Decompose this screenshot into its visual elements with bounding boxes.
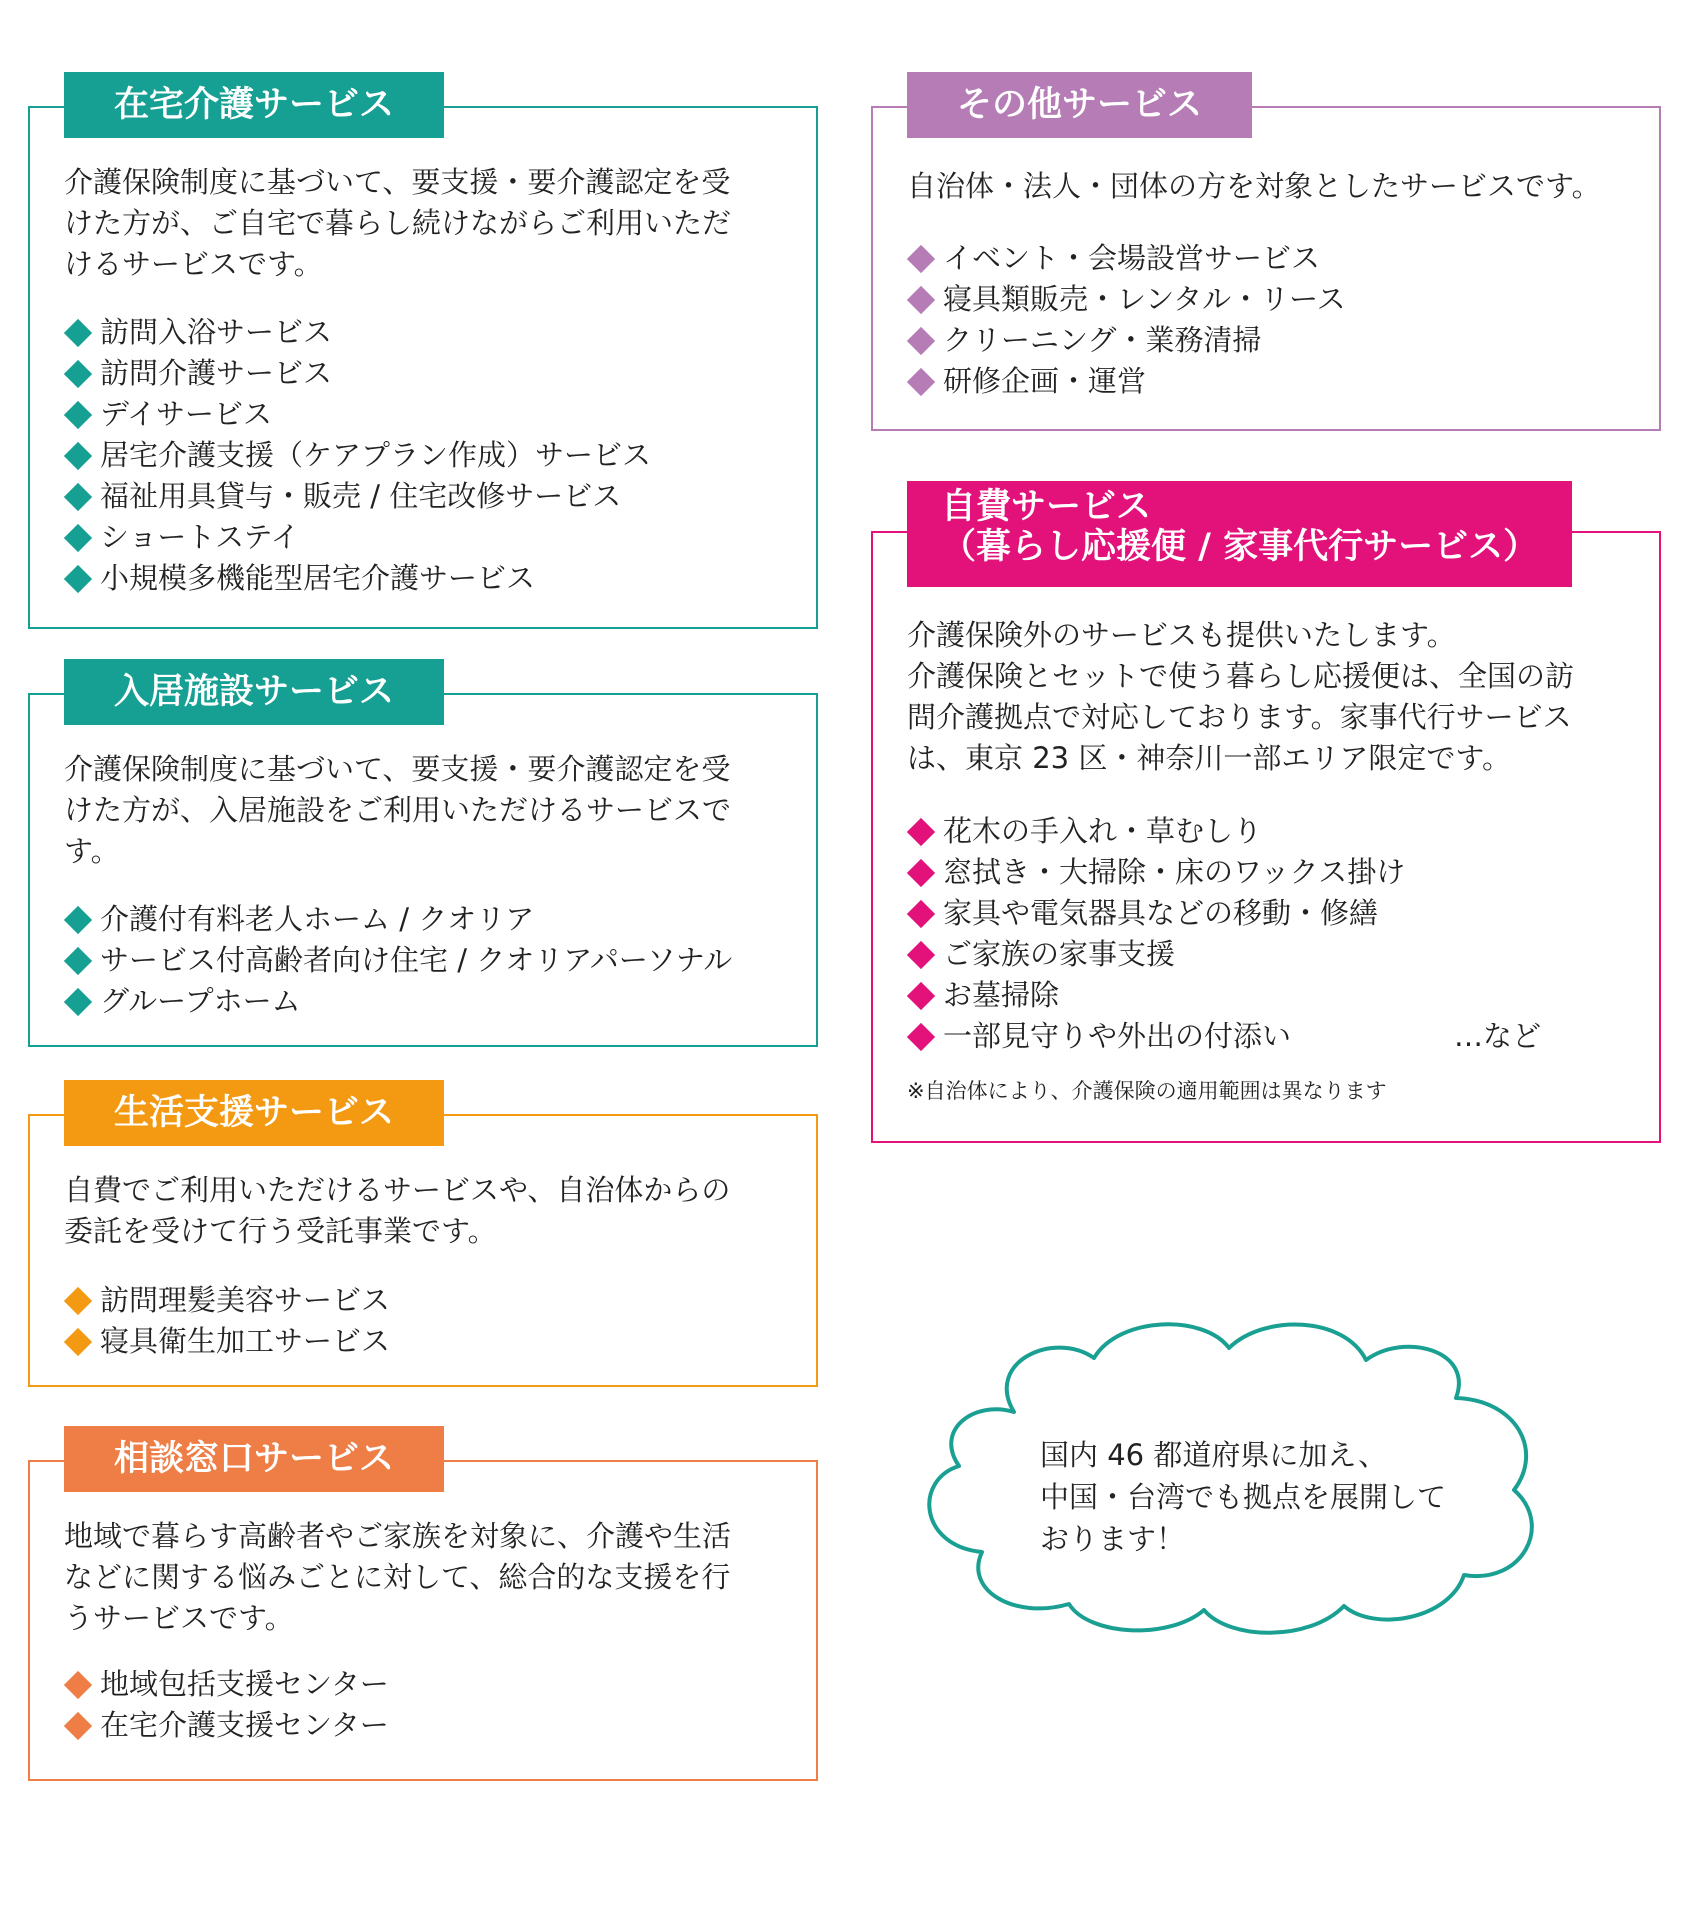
list-item: グループホーム <box>64 981 796 1022</box>
description-line: 問介護拠点で対応しております。家事代行サービス <box>907 700 1572 734</box>
description-line: 地域で暮らす高齢者やご家族を対象に、介護や生活 <box>64 1519 732 1553</box>
list-item: イベント・会場設営サービス <box>907 238 1639 279</box>
life-support-description <box>64 1170 788 1252</box>
list-item: 訪問理髪美容サービス <box>64 1280 796 1321</box>
description-line: 介護保険制度に基づいて、要支援・要介護認定を受 <box>64 752 731 786</box>
description-line: 介護保険とセットで使う暮らし応援便は、全国の訪 <box>907 659 1575 693</box>
cloud-text-line: 中国・台湾でも拠点を展開して <box>1040 1480 1447 1514</box>
diamond-bullet-icon <box>64 359 92 387</box>
description-line: 自治体・法人・団体の方を対象としたサービスです。 <box>907 169 1601 203</box>
list-item: 在宅介護支援センター <box>64 1705 796 1746</box>
diamond-bullet-icon <box>907 858 935 886</box>
diamond-bullet-icon <box>64 441 92 469</box>
diamond-bullet-icon <box>64 1327 92 1355</box>
self-pay-title <box>907 481 1572 587</box>
list-item: 介護付有料老人ホーム / クオリア <box>64 899 796 940</box>
cloud-text-line: おります！ <box>1040 1522 1186 1556</box>
diamond-bullet-icon <box>64 1286 92 1314</box>
diamond-bullet-icon <box>907 817 935 845</box>
list-item: サービス付高齢者向け住宅 / クオリアパーソナル <box>64 940 796 981</box>
diamond-bullet-icon <box>907 285 935 313</box>
cloud-text <box>1040 1434 1446 1560</box>
diamond-bullet-icon <box>907 367 935 395</box>
diamond-bullet-icon <box>907 326 935 354</box>
list-item: 居宅介護支援（ケアプラン作成）サービス <box>64 435 796 476</box>
diamond-bullet-icon <box>907 899 935 927</box>
self-pay-card <box>871 487 1661 1143</box>
etc-suffix: …など <box>1453 1019 1541 1053</box>
home-care-description <box>64 162 788 285</box>
diamond-bullet-icon <box>907 981 935 1009</box>
diamond-bullet-icon <box>907 940 935 968</box>
description-line: 介護保険外のサービスも提供いたします。 <box>907 618 1456 652</box>
diamond-bullet-icon <box>907 1022 935 1050</box>
description-line: けた方が、ご自宅で暮らし続けながらご利用いただ <box>64 206 732 240</box>
list-item: 花木の手入れ・草むしり <box>907 811 1639 852</box>
diamond-bullet-icon <box>64 318 92 346</box>
facility-list <box>64 899 796 1022</box>
other-title: その他サービス <box>907 72 1252 138</box>
home-care-card <box>28 85 818 629</box>
list-item: 研修企画・運営 <box>907 361 1639 402</box>
description-line: す。 <box>64 834 120 868</box>
description-line: うサービスです。 <box>64 1601 294 1635</box>
diamond-bullet-icon <box>64 564 92 592</box>
list-item: ショートステイ <box>64 517 796 558</box>
life-support-title: 生活支援サービス <box>64 1080 444 1146</box>
consultation-list <box>64 1664 796 1746</box>
home-care-title: 在宅介護サービス <box>64 72 444 138</box>
list-item: 地域包括支援センター <box>64 1664 796 1705</box>
list-item: 家具や電気器具などの移動・修繕 <box>907 893 1639 934</box>
self-pay-title-line: 自費サービス <box>941 487 1152 527</box>
diamond-bullet-icon <box>64 987 92 1015</box>
description-line: けた方が、入居施設をご利用いただけるサービスで <box>64 793 732 827</box>
diamond-bullet-icon <box>64 523 92 551</box>
other-list <box>907 238 1639 402</box>
cloud-callout <box>904 1320 1594 1640</box>
consultation-card <box>28 1439 818 1781</box>
self-pay-description <box>907 615 1631 779</box>
description-line: などに関する悩みごとに対して、総合的な支援を行 <box>64 1560 731 1594</box>
diamond-bullet-icon <box>64 1670 92 1698</box>
self-pay-title-line: （暮らし応援便 / 家事代行サービス） <box>941 527 1539 567</box>
other-description <box>907 166 1631 207</box>
description-line: 自費でご利用いただけるサービスや、自治体からの <box>64 1173 731 1207</box>
list-item: お墓掃除 <box>907 975 1639 1016</box>
description-line: 委託を受けて行う受託事業です。 <box>64 1214 497 1248</box>
facility-description <box>64 749 788 872</box>
list-item: クリーニング・業務清掃 <box>907 320 1639 361</box>
self-pay-note: ※自治体により、介護保険の適用範囲は異なります <box>907 1079 1387 1103</box>
consultation-title: 相談窓口サービス <box>64 1426 444 1492</box>
diamond-bullet-icon <box>64 482 92 510</box>
diamond-bullet-icon <box>64 1711 92 1739</box>
self-pay-list <box>907 811 1639 1057</box>
list-item: 小規模多機能型居宅介護サービス <box>64 558 796 599</box>
cloud-text-line: 国内 46 都道府県に加え、 <box>1040 1438 1388 1472</box>
description-line: 介護保険制度に基づいて、要支援・要介護認定を受 <box>64 165 731 199</box>
list-item: 寝具衛生加工サービス <box>64 1321 796 1362</box>
diamond-bullet-icon <box>64 905 92 933</box>
diamond-bullet-icon <box>64 400 92 428</box>
description-line: は、東京 23 区・神奈川一部エリア限定です。 <box>907 741 1512 775</box>
list-item: 一部見守りや外出の付添い …など <box>907 1016 1639 1057</box>
diamond-bullet-icon <box>64 946 92 974</box>
other-card <box>871 85 1661 431</box>
list-item: デイサービス <box>64 394 796 435</box>
list-item: 訪問入浴サービス <box>64 312 796 353</box>
diamond-bullet-icon <box>907 244 935 272</box>
consultation-description <box>64 1516 788 1639</box>
list-item: 寝具類販売・レンタル・リース <box>907 279 1639 320</box>
list-item: 窓拭き・大掃除・床のワックス掛け <box>907 852 1639 893</box>
home-care-list <box>64 312 796 599</box>
facility-title: 入居施設サービス <box>64 659 444 725</box>
facility-card <box>28 672 818 1047</box>
description-line: けるサービスです。 <box>64 247 323 281</box>
list-item: 訪問介護サービス <box>64 353 796 394</box>
list-item: 福祉用具貸与・販売 / 住宅改修サービス <box>64 476 796 517</box>
list-item: ご家族の家事支援 <box>907 934 1639 975</box>
life-support-list <box>64 1280 796 1362</box>
life-support-card <box>28 1093 818 1387</box>
